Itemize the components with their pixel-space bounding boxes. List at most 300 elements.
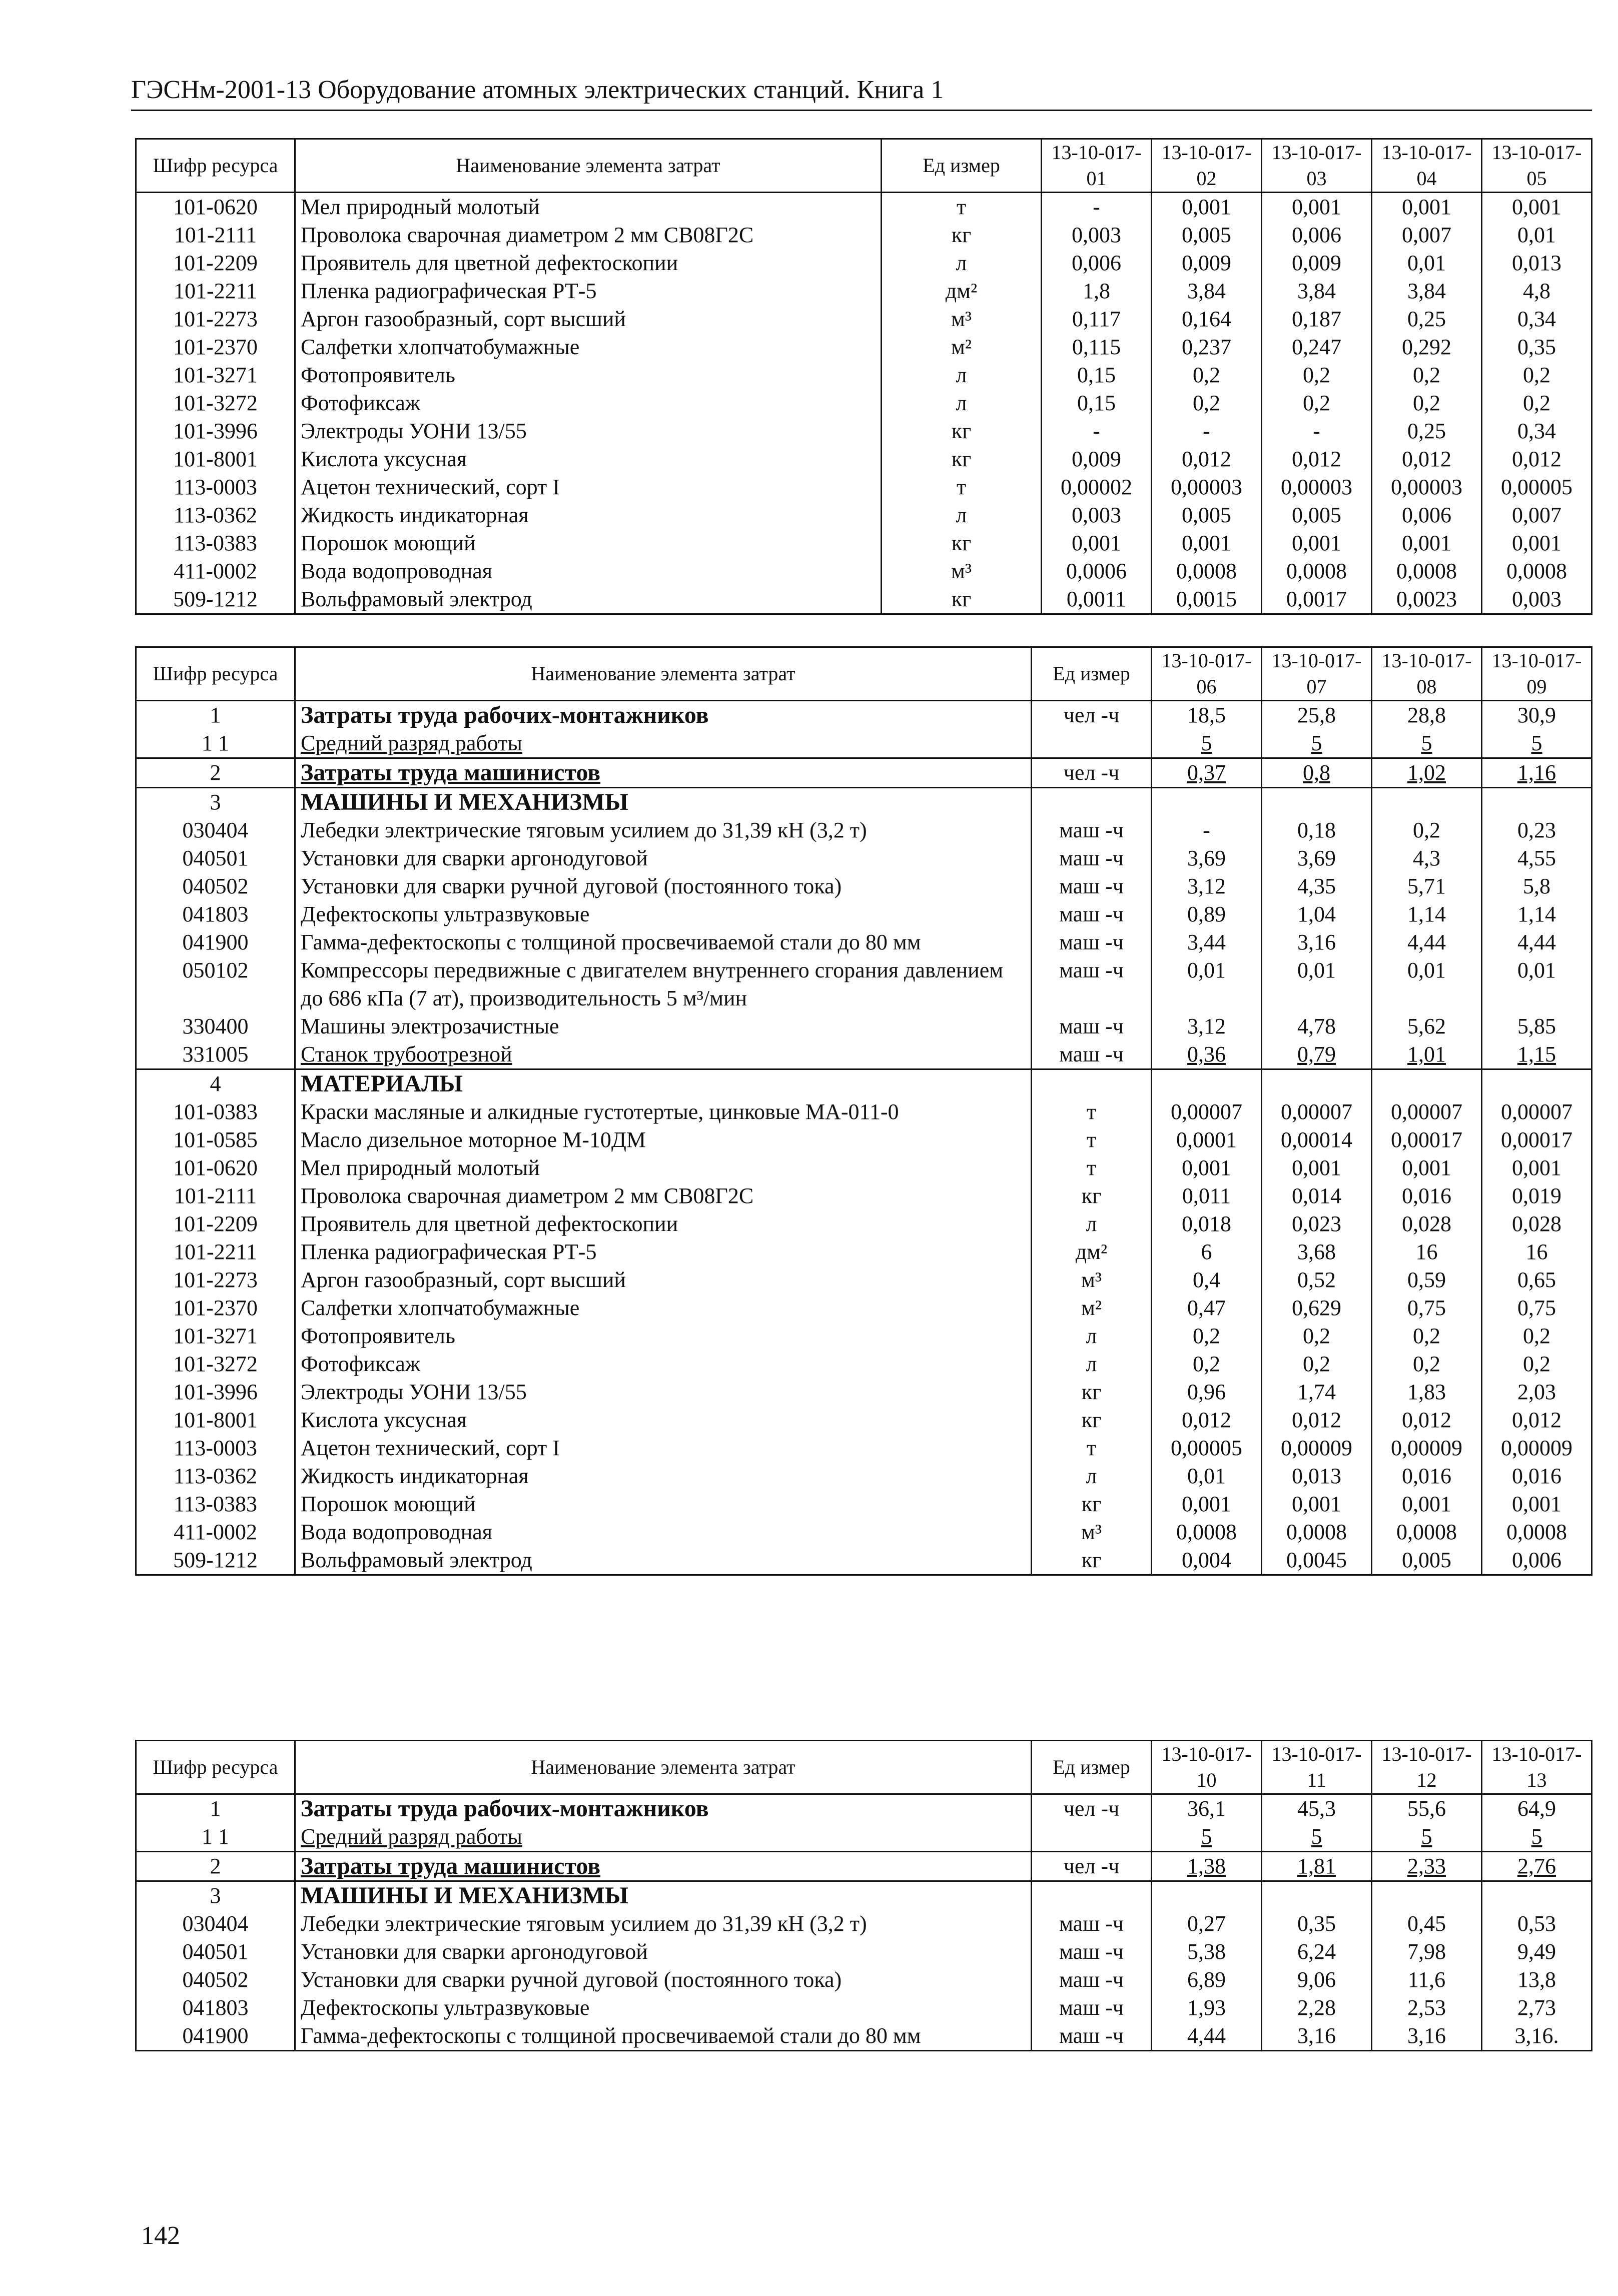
resource-name: Фотофиксаж [295,1350,1032,1378]
resource-value: 25,8 [1262,701,1372,730]
resource-name: Станок трубоотрезной [295,1040,1032,1069]
table-row [136,1182,1592,1210]
table-row [136,1406,1592,1434]
resource-code: 101-2111 [136,221,295,249]
resource-code: 1 1 [136,1823,295,1852]
table-row [136,1966,1592,1994]
resource-unit: м³ [1032,1518,1152,1546]
resource-code: 101-3271 [136,1322,295,1350]
resource-value: 0,005 [1372,1546,1482,1575]
resource-value: 3,12 [1152,872,1262,900]
resource-value: 5 [1482,729,1592,758]
resource-code: 331005 [136,1040,295,1069]
table-row [136,758,1592,788]
resource-code: 041803 [136,900,295,928]
resource-value: 0,001 [1152,529,1262,557]
resource-unit [1032,788,1152,817]
resource-name: Машины электрозачистные [295,1012,1032,1040]
resource-name: Фотопроявитель [295,1322,1032,1350]
resource-code: 101-2211 [136,1238,295,1266]
resource-value: 64,9 [1482,1794,1592,1823]
resource-code: 041900 [136,2022,295,2051]
resource-value: 0,34 [1482,417,1592,445]
table-row [136,872,1592,900]
resource-name: Порошок моющий [295,1490,1032,1518]
resource-code: 050102 [136,956,295,1012]
table-row [136,1881,1592,1910]
resource-value: 1,93 [1152,1994,1262,2022]
resource-name: Затраты труда рабочих-монтажников [295,701,1032,730]
resource-value: 0,0023 [1372,585,1482,614]
header-unit: Ед измер [1032,647,1152,701]
resource-value: 55,6 [1372,1794,1482,1823]
resource-code: 113-0383 [136,1490,295,1518]
table-row [136,1322,1592,1350]
resource-unit: л [1032,1210,1152,1238]
table-row [136,1238,1592,1266]
header-norm-code: 13-10-017-07 [1262,647,1372,701]
resource-value: 0,00007 [1152,1098,1262,1126]
table-row [136,1154,1592,1182]
resource-value: 0,005 [1152,501,1262,529]
resource-name: Пленка радиографическая РТ-5 [295,277,882,305]
resource-code: 101-3271 [136,361,295,389]
resource-unit: л [882,249,1042,277]
resource-name: Проволока сварочная диаметром 2 мм СВ08Г2С [295,221,882,249]
resource-value: 0,001 [1152,1490,1262,1518]
resource-value: 0,187 [1262,305,1372,333]
resource-value: 0,00009 [1372,1434,1482,1462]
resource-value: 0,164 [1152,305,1262,333]
resource-value: 0,25 [1372,305,1482,333]
header-norm-code: 13-10-017-12 [1372,1741,1482,1794]
resource-value: 4,8 [1482,277,1592,305]
resource-value: 1,15 [1482,1040,1592,1069]
resource-value: 5 [1152,729,1262,758]
resource-value: 4,3 [1372,844,1482,872]
header-code: Шифр ресурса [136,1741,295,1794]
resource-name: Лебедки электрические тяговым усилием до 31,39 кН (3,2 т) [295,816,1032,844]
resource-value: 0,013 [1482,249,1592,277]
resource-value: 0,2 [1482,361,1592,389]
resource-code: 101-2209 [136,249,295,277]
table-row [136,1294,1592,1322]
resource-code: 101-2370 [136,333,295,361]
resource-value [1372,1069,1482,1098]
resource-name: Вода водопроводная [295,1518,1032,1546]
resource-value: 0,47 [1152,1294,1262,1322]
resource-unit: т [882,193,1042,222]
resource-value: 0,0045 [1262,1546,1372,1575]
resource-value: 3,16 [1372,2022,1482,2051]
resource-value: 3,16. [1482,2022,1592,2051]
resource-value: 28,8 [1372,701,1482,730]
table-row [136,557,1592,585]
resource-name: Гамма-дефектоскопы с толщиной просвечиваемой стали до 80 мм [295,928,1032,956]
resource-name: Проявитель для цветной дефектоскопии [295,249,882,277]
resource-value: 0,247 [1262,333,1372,361]
resource-value: 3,84 [1372,277,1482,305]
resource-name: Электроды УОНИ 13/55 [295,1378,1032,1406]
resource-code: 040502 [136,1966,295,1994]
resource-value: 0,001 [1262,1154,1372,1182]
resource-code: 040501 [136,844,295,872]
resource-code: 101-3272 [136,1350,295,1378]
table-row [136,1210,1592,1238]
table-header-row [136,1741,1592,1794]
table-row [136,389,1592,417]
resource-value: 0,0008 [1262,557,1372,585]
header-unit: Ед измер [1032,1741,1152,1794]
resource-value: 9,49 [1482,1938,1592,1966]
table-row [136,2022,1592,2051]
table-row [136,333,1592,361]
resource-value: 0,15 [1042,361,1152,389]
resource-value: 0,009 [1262,249,1372,277]
resource-name: Установки для сварки аргонодуговой [295,1938,1032,1966]
resource-name: Дефектоскопы ультразвуковые [295,1994,1032,2022]
table-row [136,501,1592,529]
header-norm-code: 13-10-017-11 [1262,1741,1372,1794]
table-row [136,445,1592,473]
resource-name: Кислота уксусная [295,1406,1032,1434]
resource-value: 4,44 [1152,2022,1262,2051]
header-norm-code: 13-10-017-04 [1372,139,1482,193]
resource-value: 0,014 [1262,1182,1372,1210]
resource-value: 0,028 [1372,1210,1482,1238]
resource-value: 3,84 [1262,277,1372,305]
resource-value: 0,2 [1262,1350,1372,1378]
resource-unit: т [882,473,1042,501]
resource-value: 0,2 [1152,389,1262,417]
resource-value: 0,00014 [1262,1126,1372,1154]
resource-value: 0,2 [1262,389,1372,417]
header-code: Шифр ресурса [136,139,295,193]
resource-value: 0,00002 [1042,473,1152,501]
resource-value: 5,71 [1372,872,1482,900]
resource-unit: л [1032,1350,1152,1378]
resource-value: 0,0008 [1152,557,1262,585]
resource-unit: маш -ч [1032,956,1152,1012]
resource-value: 0,013 [1262,1462,1372,1490]
resource-value: 0,0008 [1152,1518,1262,1546]
table-row [136,417,1592,445]
resource-value: 0,629 [1262,1294,1372,1322]
resource-value: 0,012 [1262,1406,1372,1434]
resource-code: 1 [136,1794,295,1823]
resource-value: - [1042,193,1152,222]
resource-code: 030404 [136,816,295,844]
resource-name: МАШИНЫ И МЕХАНИЗМЫ [295,788,1032,817]
resource-value: 6,89 [1152,1966,1262,1994]
resource-value: 1,8 [1042,277,1152,305]
resource-value: 1,16 [1482,758,1592,788]
resource-value: 0,001 [1262,529,1372,557]
resource-unit: л [1032,1462,1152,1490]
resource-unit: м³ [1032,1266,1152,1294]
resource-value: 0,2 [1152,1322,1262,1350]
resource-value: 0,001 [1152,193,1262,222]
header-norm-code: 13-10-017-13 [1482,1741,1592,1794]
resource-value: 0,75 [1482,1294,1592,1322]
resource-value: 0,001 [1372,193,1482,222]
resource-unit: чел -ч [1032,1852,1152,1881]
resource-code: 101-3272 [136,389,295,417]
table-row [136,1098,1592,1126]
resource-value: 3,12 [1152,1012,1262,1040]
resource-value: 0,00005 [1482,473,1592,501]
resource-code: 2 [136,758,295,788]
resource-value: 1,02 [1372,758,1482,788]
resource-unit: кг [882,585,1042,614]
resource-code: 041900 [136,928,295,956]
resource-value: 0,003 [1042,221,1152,249]
resource-unit: л [882,389,1042,417]
resource-value: 0,00003 [1262,473,1372,501]
resource-value: 0,028 [1482,1210,1592,1238]
resource-value: 0,012 [1152,1406,1262,1434]
header-norm-code: 13-10-017-10 [1152,1741,1262,1794]
resource-value: 0,00005 [1152,1434,1262,1462]
resource-name: Лебедки электрические тяговым усилием до 31,39 кН (3,2 т) [295,1910,1032,1938]
resource-code: 3 [136,1881,295,1910]
resource-value: 0,006 [1262,221,1372,249]
resource-name: Проявитель для цветной дефектоскопии [295,1210,1032,1238]
resource-value: 0,35 [1482,333,1592,361]
resource-value [1482,1069,1592,1098]
resource-value: 0,34 [1482,305,1592,333]
resource-value: 5 [1152,1823,1262,1852]
resource-value: 0,0008 [1372,1518,1482,1546]
resource-value: 0,004 [1152,1546,1262,1575]
resource-unit: т [1032,1126,1152,1154]
resource-name: Установки для сварки аргонодуговой [295,844,1032,872]
header-norm-code: 13-10-017-06 [1152,647,1262,701]
resource-value: 5 [1372,1823,1482,1852]
resource-unit: маш -ч [1032,1040,1152,1069]
resource-value: 2,73 [1482,1994,1592,2022]
resource-value: 45,3 [1262,1794,1372,1823]
page-number: 142 [141,2221,180,2250]
table-row [136,1126,1592,1154]
table-row [136,249,1592,277]
resource-unit: кг [1032,1406,1152,1434]
resource-value: 0,00007 [1482,1098,1592,1126]
header-norm-code: 13-10-017-01 [1042,139,1152,193]
resource-value: 0,01 [1152,1462,1262,1490]
resource-value: 1,14 [1482,900,1592,928]
resource-value: 1,83 [1372,1378,1482,1406]
resource-name: Ацетон технический, сорт I [295,1434,1032,1462]
resource-value: 2,53 [1372,1994,1482,2022]
table-row [136,1378,1592,1406]
resource-code: 3 [136,788,295,817]
resource-code: 101-0383 [136,1098,295,1126]
resource-value: 0,115 [1042,333,1152,361]
resource-name: Масло дизельное моторное М-10ДМ [295,1126,1032,1154]
resource-code: 101-0585 [136,1126,295,1154]
table-row [136,1434,1592,1462]
resource-value: 0,0015 [1152,585,1262,614]
resource-code: 411-0002 [136,557,295,585]
resource-value [1372,788,1482,817]
resource-code: 040501 [136,1938,295,1966]
resource-value: 0,00003 [1372,473,1482,501]
resource-unit: м³ [882,557,1042,585]
resource-unit: кг [1032,1490,1152,1518]
resource-value: 0,25 [1372,417,1482,445]
resource-value: 0,001 [1482,193,1592,222]
resource-value: 3,69 [1262,844,1372,872]
resource-value: 4,35 [1262,872,1372,900]
table-row [136,729,1592,758]
resource-value: 0,012 [1152,445,1262,473]
resource-value: 0,001 [1482,1154,1592,1182]
resource-code: 509-1212 [136,1546,295,1575]
resource-name: Средний разряд работы [295,729,1032,758]
resource-unit: маш -ч [1032,1994,1152,2022]
resource-name: Фотофиксаж [295,389,882,417]
resource-code: 101-2273 [136,305,295,333]
resource-code: 1 1 [136,729,295,758]
resource-value: 3,68 [1262,1238,1372,1266]
resource-value: 0,2 [1482,1322,1592,1350]
resource-value: 0,36 [1152,1040,1262,1069]
resource-code: 113-0003 [136,1434,295,1462]
resource-value: 5 [1482,1823,1592,1852]
resource-value: 0,18 [1262,816,1372,844]
resource-code: 4 [136,1069,295,1098]
resource-value: 0,37 [1152,758,1262,788]
resource-value: 0,001 [1042,529,1152,557]
resource-unit: л [882,501,1042,529]
resource-table-3 [135,1740,1592,2051]
resource-value: 0,009 [1152,249,1262,277]
resource-value: 9,06 [1262,1966,1372,1994]
resource-code: 101-3996 [136,1378,295,1406]
resource-unit [1032,729,1152,758]
resource-value: 0,005 [1262,501,1372,529]
resource-value: 0,2 [1152,1350,1262,1378]
resource-unit: кг [1032,1378,1152,1406]
table-row [136,1462,1592,1490]
table-row [136,1266,1592,1294]
resource-code: 2 [136,1852,295,1881]
resource-value: 0,018 [1152,1210,1262,1238]
resource-value: 0,2 [1262,361,1372,389]
resource-value: 0,8 [1262,758,1372,788]
resource-value: 36,1 [1152,1794,1262,1823]
resource-value: 0,2 [1372,389,1482,417]
resource-value: 0,012 [1372,445,1482,473]
resource-name: Порошок моющий [295,529,882,557]
resource-value: 1,74 [1262,1378,1372,1406]
table-header-row [136,647,1592,701]
resource-unit: кг [1032,1546,1152,1575]
resource-value: 13,8 [1482,1966,1592,1994]
resource-value: 0,65 [1482,1266,1592,1294]
resource-unit [1032,1881,1152,1910]
resource-value: 7,98 [1372,1938,1482,1966]
resource-value: 0,001 [1372,1154,1482,1182]
resource-value: 2,28 [1262,1994,1372,2022]
resource-value: 3,84 [1152,277,1262,305]
resource-code: 101-2211 [136,277,295,305]
resource-value: 2,03 [1482,1378,1592,1406]
resource-value: 0,001 [1262,1490,1372,1518]
resource-value: 0,006 [1372,501,1482,529]
resource-value: 0,01 [1372,249,1482,277]
resource-value [1372,1881,1482,1910]
resource-value: 0,52 [1262,1266,1372,1294]
resource-value: 0,003 [1042,501,1152,529]
resource-unit: маш -ч [1032,928,1152,956]
resource-value: 5,85 [1482,1012,1592,1040]
resource-code: 101-2111 [136,1182,295,1210]
resource-value: 0,00007 [1262,1098,1372,1126]
resource-value: 6,24 [1262,1938,1372,1966]
resource-name: Установки для сварки ручной дуговой (постоянного тока) [295,1966,1032,1994]
resource-code: 101-8001 [136,445,295,473]
resource-value: 3,16 [1262,928,1372,956]
resource-value: 3,44 [1152,928,1262,956]
header-name: Наименование элемента затрат [295,647,1032,701]
resource-value: 0,001 [1152,1154,1262,1182]
resource-name: Затраты труда машинистов [295,1852,1032,1881]
resource-value: 0,0008 [1262,1518,1372,1546]
resource-unit: маш -ч [1032,1012,1152,1040]
table-row [136,1852,1592,1881]
resource-value: 4,78 [1262,1012,1372,1040]
resource-value [1262,788,1372,817]
resource-value: 0,0011 [1042,585,1152,614]
resource-value: 0,292 [1372,333,1482,361]
table-row [136,816,1592,844]
resource-code: 101-0620 [136,193,295,222]
resource-value: 0,00017 [1372,1126,1482,1154]
resource-value: 0,001 [1372,529,1482,557]
resource-value: - [1042,417,1152,445]
resource-value: 0,35 [1262,1910,1372,1938]
resource-value: 0,023 [1262,1210,1372,1238]
resource-unit: т [1032,1154,1152,1182]
resource-code: 113-0362 [136,501,295,529]
resource-value: 0,01 [1152,956,1262,1012]
resource-code: 411-0002 [136,1518,295,1546]
resource-value: 0,001 [1482,1490,1592,1518]
resource-table-2 [135,646,1592,1576]
resource-code: 101-3996 [136,417,295,445]
resource-name: Мел природный молотый [295,1154,1032,1182]
resource-value: - [1152,816,1262,844]
resource-value: 1,04 [1262,900,1372,928]
resource-unit: маш -ч [1032,872,1152,900]
resource-value: 0,01 [1372,956,1482,1012]
resource-name: Фотопроявитель [295,361,882,389]
table-row [136,221,1592,249]
resource-value: 0,2 [1152,361,1262,389]
resource-name: Вода водопроводная [295,557,882,585]
resource-value: 0,006 [1042,249,1152,277]
resource-unit: чел -ч [1032,1794,1152,1823]
table-row [136,1040,1592,1069]
header-code: Шифр ресурса [136,647,295,701]
resource-name: Ацетон технический, сорт I [295,473,882,501]
resource-value: 5,62 [1372,1012,1482,1040]
header-name: Наименование элемента затрат [295,1741,1032,1794]
resource-value: 0,2 [1372,361,1482,389]
resource-unit: л [882,361,1042,389]
